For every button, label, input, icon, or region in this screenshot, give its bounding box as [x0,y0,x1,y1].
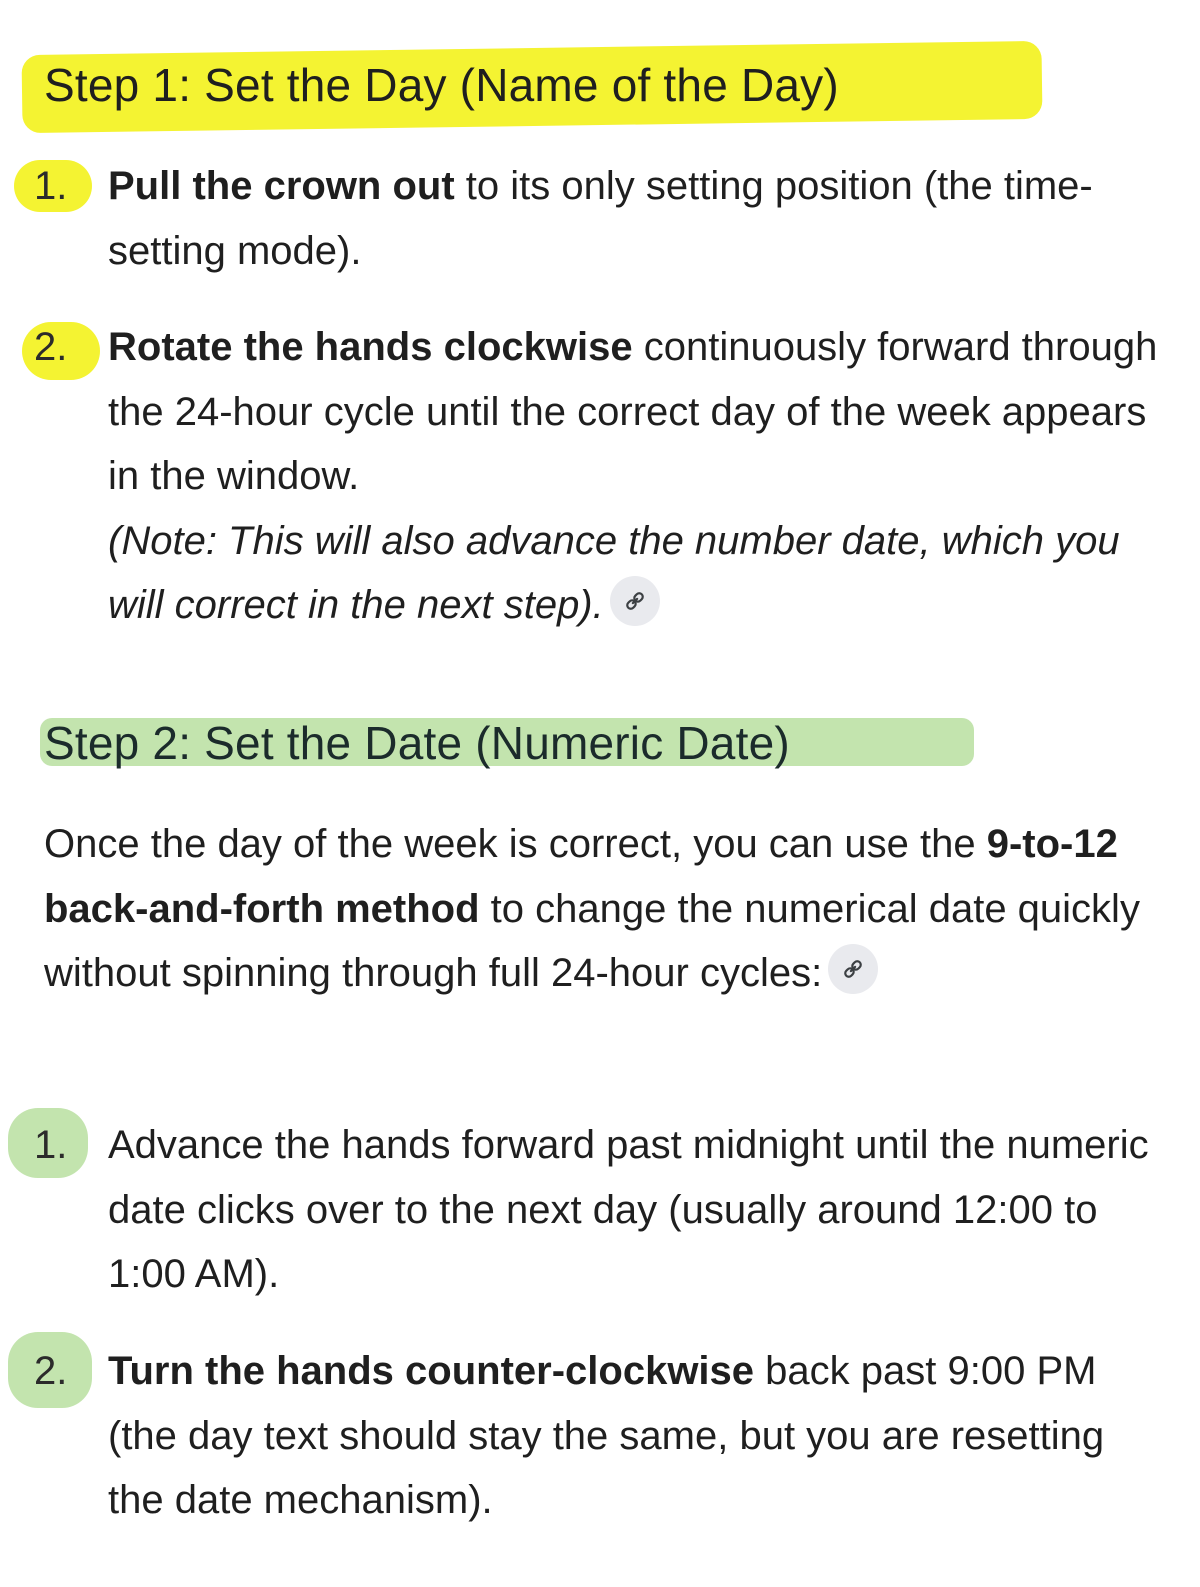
source-link-button[interactable] [828,944,878,994]
list-number: 1. [34,164,68,208]
list-number: 2. [34,1349,68,1393]
list-item-text [108,315,1168,638]
body-text: Once the day of the week is correct, you can use the [44,822,987,866]
intro-paragraph [44,812,1154,1006]
link-icon [623,589,647,613]
step1-heading: Step 1: Set the Day (Name of the Day) [44,59,839,111]
body-text: to change the numerical date quickly without spinning through full 24-hour cycles: [44,886,1140,995]
note-text: (Note: This will also advance the number date, which you will correct in the next step). [108,518,1120,627]
step2-heading: Step 2: Set the Date (Numeric Date) [44,717,790,769]
list-number: 1. [34,1123,68,1167]
link-icon [841,957,865,981]
bold-text: Pull the crown out [108,164,455,208]
list-item-text: Advance the hands forward past midnight until the numeric date clicks over to the next day (usually around 12:00 to 1:00 AM). [108,1123,1149,1296]
bold-text: Rotate the hands clockwise [108,325,633,369]
bold-text: 9-to-12 back-and-forth method [44,822,1118,931]
bold-text: Turn the hands counter-clockwise [108,1349,755,1393]
source-link-button[interactable] [610,576,660,626]
body-text: back past 9:00 PM (the day text should stay the same, but you are resetting the date mechanism). [108,1349,1105,1522]
list-number: 2. [34,325,68,369]
body-text: to its only setting position (the time-setting mode). [108,164,1093,273]
list-item-text [108,154,1168,283]
body-text: continuously forward through the 24-hour cycle until the correct day of the week appears in the window. [108,325,1158,498]
list-item-text [108,1339,1168,1533]
